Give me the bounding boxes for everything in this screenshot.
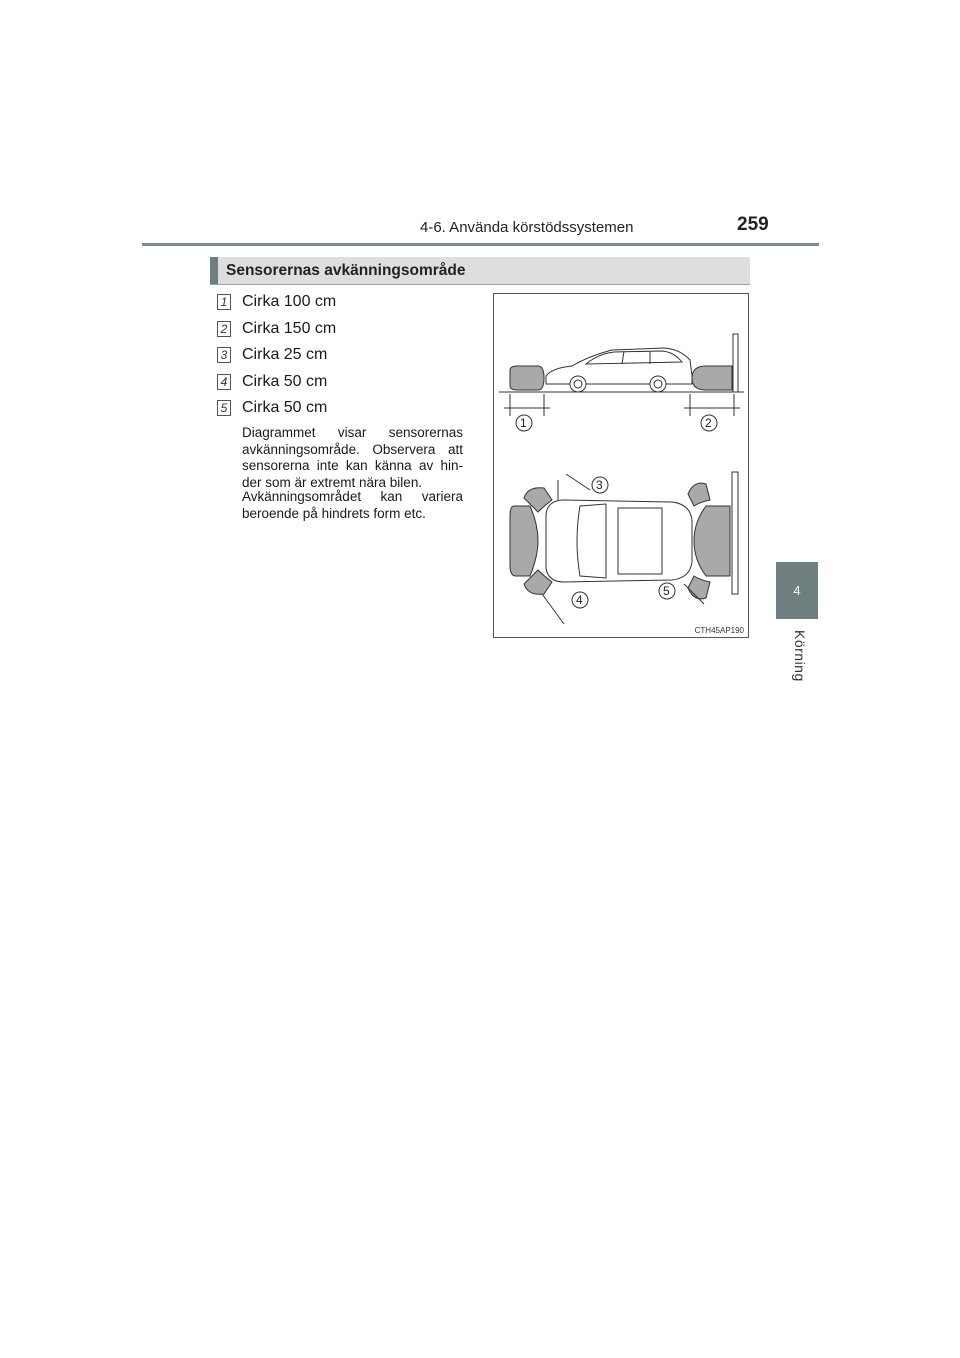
chapter-number: 4 xyxy=(793,583,801,598)
item-number: 3 xyxy=(217,347,231,363)
rear-left-corner-zone xyxy=(688,483,710,506)
page-number: 259 xyxy=(737,214,769,235)
item-number: 4 xyxy=(217,374,231,390)
item-number: 1 xyxy=(217,294,231,310)
item-number: 2 xyxy=(217,321,231,337)
side-obstacle-wall xyxy=(732,472,738,594)
running-header: 4-6. Använda körstödssystemen xyxy=(420,219,634,236)
callout-5: 5 xyxy=(663,584,670,598)
callout-1: 1 xyxy=(520,416,527,430)
callout-3: 3 xyxy=(596,478,603,492)
chapter-tab xyxy=(776,562,818,619)
callout-2: 2 xyxy=(705,416,712,430)
sensor-diagram xyxy=(493,293,749,638)
list-item xyxy=(217,395,477,422)
item-text: Cirka 150 cm xyxy=(242,319,337,337)
front-wheel xyxy=(570,376,586,392)
item-text: Cirka 100 cm xyxy=(242,293,337,311)
list-item xyxy=(217,316,477,343)
note-paragraph: Diagrammet visar sensorernas avkänningsområde. Observera att sensorerna inte kan känna av hin-der som är extremt nära bilen. xyxy=(242,425,463,490)
dim-leader-3 xyxy=(566,474,590,490)
list-item xyxy=(217,289,477,316)
section-rule xyxy=(210,284,750,285)
rear-obstacle-wall xyxy=(733,334,738,392)
list-item xyxy=(217,369,477,396)
item-text: Cirka 50 cm xyxy=(242,399,328,417)
rear-center-zone xyxy=(694,506,730,576)
item-number: 5 xyxy=(217,400,231,416)
top-view xyxy=(510,472,738,624)
distance-list xyxy=(217,289,477,422)
car-top-body xyxy=(546,500,692,582)
side-view xyxy=(499,334,744,416)
rear-wheel xyxy=(650,376,666,392)
rear-sensor-zone xyxy=(692,366,732,390)
chapter-label: Körning xyxy=(792,630,808,682)
section-accent xyxy=(210,257,218,284)
dim-line-4 xyxy=(542,594,564,624)
note-paragraph: Avkänningsområdet kan variera beroende på hindrets form etc. xyxy=(242,489,463,521)
item-text: Cirka 50 cm xyxy=(242,372,328,390)
front-sensor-zone xyxy=(510,366,544,390)
list-item xyxy=(217,342,477,369)
section-heading xyxy=(210,257,750,284)
figure-code: CTH45AP190 xyxy=(694,626,744,635)
header-rule xyxy=(142,243,819,246)
callout-4: 4 xyxy=(576,593,583,607)
sensor-diagram-svg xyxy=(494,294,750,639)
item-text: Cirka 25 cm xyxy=(242,346,328,364)
front-center-zone xyxy=(510,506,538,576)
rear-right-corner-zone xyxy=(688,576,710,599)
section-title: Sensorernas avkänningsområde xyxy=(226,261,466,279)
